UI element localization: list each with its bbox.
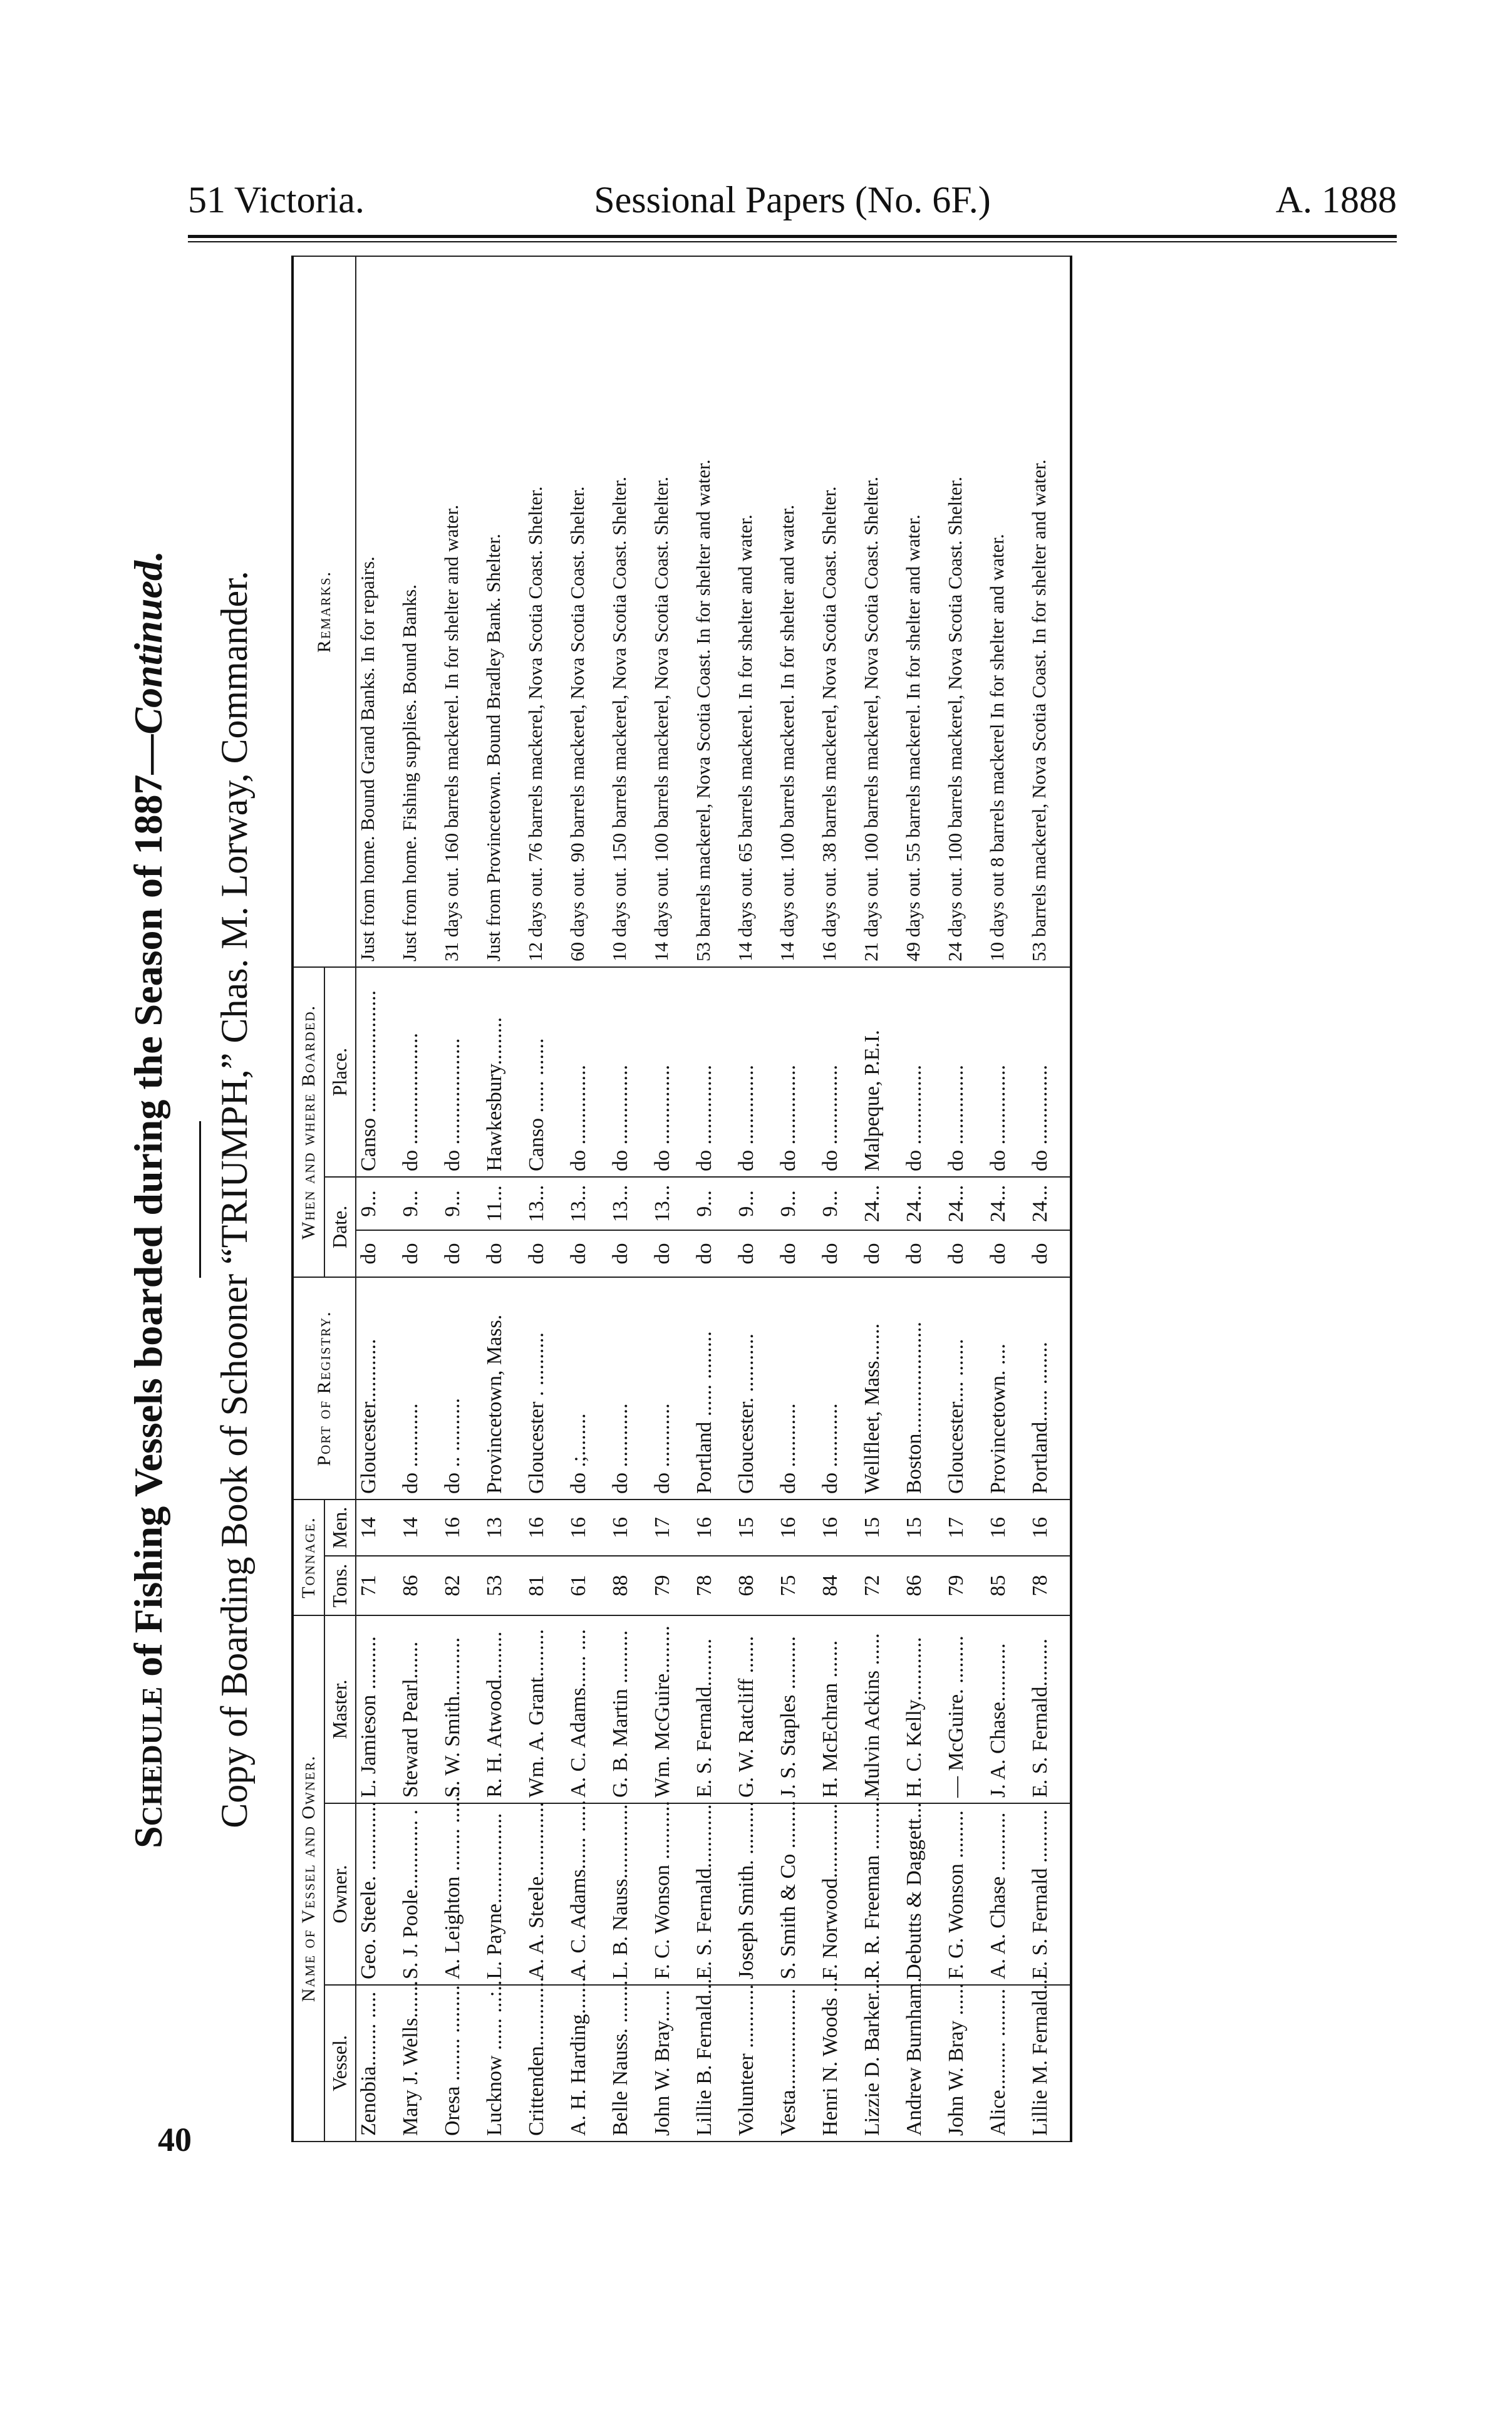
cell-master: H. McEchran .......	[818, 1615, 860, 1803]
table-row	[902, 256, 944, 2142]
cell-tons: 88	[608, 1556, 650, 1615]
cell-date-do: do	[818, 1230, 860, 1277]
cell-men: 14	[356, 1500, 398, 1556]
cell-date-do: do	[692, 1230, 734, 1277]
cell-date-day: 9...	[440, 1177, 482, 1230]
cell-owner: S. J. Poole............. .	[398, 1803, 440, 1985]
cell-port: Provincetown, Mass.	[482, 1277, 524, 1500]
cell-owner: A. A. Chase ...........	[986, 1803, 1028, 1985]
cell-date-do: do	[398, 1230, 440, 1277]
cell-port: do .. ..........	[440, 1277, 482, 1500]
cell-date-do: do	[650, 1230, 692, 1277]
cell-tons: 78	[692, 1556, 734, 1615]
cell-men: 16	[440, 1500, 482, 1556]
cell-tons: 79	[650, 1556, 692, 1615]
cell-date-do: do	[566, 1230, 608, 1277]
cell-place: do .....................	[398, 967, 440, 1177]
table-row	[398, 256, 440, 2142]
cell-remarks: 60 days out. 90 barrels mackerel, Nova Scotia Coast. Shelter.	[566, 256, 608, 967]
cell-place: do ...............	[608, 967, 650, 1177]
cell-tons: 82	[440, 1556, 482, 1615]
header-men: Men.	[324, 1500, 356, 1556]
cell-port: do .;........	[566, 1277, 608, 1500]
cell-men: 16	[776, 1500, 818, 1556]
title-divider	[199, 1121, 201, 1278]
cell-vessel: Crittenden.............	[524, 1985, 566, 2142]
cell-date-do: do	[944, 1230, 986, 1277]
header-vessel: Vessel.	[324, 1985, 356, 2142]
cell-remarks: 14 days out. 65 barrels mackerel. In for shelter and water.	[734, 256, 776, 967]
cell-owner: A. C. Adams...... ......	[566, 1803, 608, 1985]
cell-owner: A. Leighton ........ .......	[440, 1803, 482, 1985]
cell-master: Mulvin Ackins ......	[860, 1615, 902, 1803]
cell-owner: Debutts & Daggett...	[902, 1803, 944, 1985]
table-row	[524, 256, 566, 2142]
header-name-group: Name of Vessel and Owner.	[293, 1615, 324, 2142]
cell-tons: 86	[398, 1556, 440, 1615]
cell-date-day: 9...	[734, 1177, 776, 1230]
schedule-title	[125, 257, 172, 2142]
table-row	[356, 256, 398, 2142]
cell-place: do ...............	[650, 967, 692, 1177]
cell-date-do: do	[902, 1230, 944, 1277]
cell-men: 16	[1028, 1500, 1071, 1556]
cell-vessel: Zenobia........ .....	[356, 1985, 398, 2142]
table-row	[776, 256, 818, 2142]
cell-remarks: 16 days out. 38 barrels mackerel, Nova Scotia Coast. Shelter.	[818, 256, 860, 967]
cell-place: do ...............	[1028, 967, 1071, 1177]
cell-master: E. S. Fernald.........	[1028, 1615, 1071, 1803]
cell-men: 15	[902, 1500, 944, 1556]
title-lead: Schedule	[126, 1686, 170, 1848]
cell-port: Gloucester . ..........	[524, 1277, 566, 1500]
title-middle: of Fishing Vessels boarded during the Season of 1887—	[126, 734, 170, 1687]
rotated-schedule-page	[125, 257, 1372, 2142]
cell-owner: S. Smith & Co .........	[776, 1803, 818, 1985]
cell-date-day: 24...	[944, 1177, 986, 1230]
cell-date-day: 24...	[986, 1177, 1028, 1230]
cell-vessel: Alice......... .........	[986, 1985, 1028, 2142]
table-row	[608, 256, 650, 2142]
cell-vessel: Lucknow ...... ...:..	[482, 1985, 524, 2142]
table-row	[1028, 256, 1071, 2142]
cell-date-day: 9...	[818, 1177, 860, 1230]
cell-men: 14	[398, 1500, 440, 1556]
cell-place: do ...............	[692, 967, 734, 1177]
cell-men: 15	[860, 1500, 902, 1556]
table-row	[650, 256, 692, 2142]
page-number: 40	[158, 2121, 192, 2158]
cell-vessel: Lillie B. Fernald...	[692, 1985, 734, 2142]
cell-remarks: Just from home. Fishing supplies. Bound Banks.	[398, 256, 440, 967]
title-continued: Continued.	[126, 551, 170, 735]
cell-place: do ...............	[776, 967, 818, 1177]
cell-tons: 78	[1028, 1556, 1071, 1615]
cell-remarks: 49 days out. 55 barrels mackerel. In for shelter and water.	[902, 256, 944, 967]
cell-master: L. Jamieson ..........	[356, 1615, 398, 1803]
table-row	[692, 256, 734, 2142]
cell-remarks: 14 days out. 100 barrels mackerel. In for shelter and water.	[776, 256, 818, 967]
cell-men: 16	[692, 1500, 734, 1556]
cell-vessel: Lillie M. Fernald...	[1028, 1985, 1071, 2142]
cell-tons: 84	[818, 1556, 860, 1615]
cell-date-day: 9...	[692, 1177, 734, 1230]
cell-owner: F. G. Wonson .........	[944, 1803, 986, 1985]
cell-men: 16	[524, 1500, 566, 1556]
cell-place: do ....................	[440, 967, 482, 1177]
cell-date-day: 13...	[566, 1177, 608, 1230]
cell-place: do ...............	[986, 967, 1028, 1177]
cell-date-day: 13...	[608, 1177, 650, 1230]
table-row	[860, 256, 902, 2142]
cell-owner: Geo. Steele. .............	[356, 1803, 398, 1985]
cell-date-do: do	[608, 1230, 650, 1277]
cell-master: G. W. Ratcliff .......	[734, 1615, 776, 1803]
cell-master: S. W. Smith...........	[440, 1615, 482, 1803]
cell-port: Wellfleet, Mass.......	[860, 1277, 902, 1500]
schedule-body	[356, 256, 1071, 2142]
cell-date-day: 24...	[902, 1177, 944, 1230]
running-head-right: A. 1888	[1275, 179, 1397, 220]
cell-port: do ............	[776, 1277, 818, 1500]
cell-owner: Joseph Smith. ..........	[734, 1803, 776, 1985]
running-head-center: Sessional Papers (No. 6F.)	[594, 179, 991, 220]
cell-port: do ............	[608, 1277, 650, 1500]
cell-port: Gloucester.... .......	[944, 1277, 986, 1500]
cell-place: Malpeque, P.E.I.	[860, 967, 902, 1177]
cell-date-do: do	[986, 1230, 1028, 1277]
header-tons: Tons.	[324, 1556, 356, 1615]
header-remarks: Remarks.	[293, 256, 356, 967]
cell-place: do ...............	[818, 967, 860, 1177]
table-row	[986, 256, 1028, 2142]
cell-vessel: Oresa ........ .........	[440, 1985, 482, 2142]
cell-date-do: do	[734, 1230, 776, 1277]
cell-master: — McGuire. .........	[944, 1615, 986, 1803]
cell-place: do ...............	[566, 967, 608, 1177]
cell-place: Canso .......................	[356, 967, 398, 1177]
cell-port: do ............	[818, 1277, 860, 1500]
schedule-table	[291, 256, 1072, 2142]
cell-tons: 86	[902, 1556, 944, 1615]
cell-remarks: 10 days out 8 barrels mackerel In for shelter and water.	[986, 256, 1028, 967]
cell-date-do: do	[860, 1230, 902, 1277]
cell-master: Wm. A. Grant.........	[524, 1615, 566, 1803]
cell-place: do ...............	[944, 967, 986, 1177]
header-place: Place.	[324, 967, 356, 1177]
cell-men: 16	[566, 1500, 608, 1556]
cell-vessel: Belle Nauss. ........	[608, 1985, 650, 2142]
cell-port: Gloucester. ...........	[734, 1277, 776, 1500]
cell-vessel: Volunteer ............	[734, 1985, 776, 2142]
cell-master: A. C. Adams...... ....	[566, 1615, 608, 1803]
cell-place: Hawkesbury.........	[482, 967, 524, 1177]
header-master: Master.	[324, 1615, 356, 1803]
cell-remarks: 14 days out. 100 barrels mackerel, Nova Scotia Coast. Shelter.	[650, 256, 692, 967]
cell-date-day: 9...	[776, 1177, 818, 1230]
cell-date-day: 9...	[356, 1177, 398, 1230]
cell-remarks: 53 barrels mackerel, Nova Scotia Coast. In for shelter and water.	[1028, 256, 1071, 967]
cell-vessel: Vesta...................	[776, 1985, 818, 2142]
table-row	[482, 256, 524, 2142]
cell-master: G. B. Martin ..........	[608, 1615, 650, 1803]
cell-master: Wm. McGuire.........	[650, 1615, 692, 1803]
cell-date-day: 9...	[398, 1177, 440, 1230]
cell-port: Boston.....................	[902, 1277, 944, 1500]
cell-date-do: do	[356, 1230, 398, 1277]
cell-date-do: do	[440, 1230, 482, 1277]
cell-master: J. A. Chase...........	[986, 1615, 1028, 1803]
cell-remarks: 12 days out. 76 barrels mackerel, Nova Scotia Coast. Shelter.	[524, 256, 566, 967]
cell-date-do: do	[1028, 1230, 1071, 1277]
cell-owner: E. S. Fernald............	[692, 1803, 734, 1985]
cell-vessel: Andrew Burnham.	[902, 1985, 944, 2142]
cell-master: Steward Pearl.......	[398, 1615, 440, 1803]
cell-port: Gloucester............	[356, 1277, 398, 1500]
cell-date-day: 13...	[524, 1177, 566, 1230]
cell-tons: 53	[482, 1556, 524, 1615]
header-tonnage-group: Tonnage.	[293, 1500, 324, 1615]
cell-men: 17	[650, 1500, 692, 1556]
header-owner: Owner.	[324, 1803, 356, 1985]
table-row	[818, 256, 860, 2142]
table-row	[440, 256, 482, 2142]
cell-vessel: John W. Bray......	[650, 1985, 692, 2142]
header-port: Port of Registry.	[293, 1277, 356, 1500]
cell-owner: F. C. Wonson ...........	[650, 1803, 692, 1985]
cell-master: E. S. Fernald.........	[692, 1615, 734, 1803]
cell-place: Canso ...... .......	[524, 967, 566, 1177]
cell-tons: 75	[776, 1556, 818, 1615]
cell-date-day: 24...	[860, 1177, 902, 1230]
header-date: Date.	[324, 1177, 356, 1277]
cell-tons: 68	[734, 1556, 776, 1615]
cell-men: 13	[482, 1500, 524, 1556]
cell-port: Provincetown. ....	[986, 1277, 1028, 1500]
cell-men: 16	[986, 1500, 1028, 1556]
cell-men: 17	[944, 1500, 986, 1556]
schedule-subtitle: Copy of Boarding Book of Schooner “TRIUMPH,” Chas. M. Lorway, Commander.	[214, 571, 255, 1828]
cell-owner: F. Norwood..............	[818, 1803, 860, 1985]
cell-owner: L. Payne.................	[482, 1803, 524, 1985]
cell-tons: 72	[860, 1556, 902, 1615]
cell-port: do ............	[650, 1277, 692, 1500]
cell-remarks: 53 barrels mackerel, Nova Scotia Coast. In for shelter and water.	[692, 256, 734, 967]
cell-owner: L. B. Nauss..............	[608, 1803, 650, 1985]
cell-remarks: Just from Provincetown. Bound Bradley Bank. Shelter.	[482, 256, 524, 967]
cell-date-day: 11...	[482, 1177, 524, 1230]
cell-date-day: 13...	[650, 1177, 692, 1230]
cell-tons: 85	[986, 1556, 1028, 1615]
cell-vessel: A. H. Harding.......	[566, 1985, 608, 2142]
cell-remarks: 31 days out. 160 barrels mackerel. In for shelter and water.	[440, 256, 482, 967]
header-rule	[188, 235, 1397, 238]
table-row	[566, 256, 608, 2142]
cell-remarks: 10 days out. 150 barrels mackerel, Nova Scotia Coast. Shelter.	[608, 256, 650, 967]
cell-master: H. C. Kelly............	[902, 1615, 944, 1803]
header-rule-thin	[188, 241, 1397, 242]
cell-tons: 61	[566, 1556, 608, 1615]
cell-vessel: John W. Bray ......	[944, 1985, 986, 2142]
cell-master: R. H. Atwood.........	[482, 1615, 524, 1803]
cell-owner: R. R. Freeman ..........	[860, 1803, 902, 1985]
running-head	[188, 179, 1397, 229]
cell-place: do ...............	[902, 967, 944, 1177]
cell-owner: E. S. Fernald ..........	[1028, 1803, 1071, 1985]
cell-date-do: do	[482, 1230, 524, 1277]
cell-port: do ............	[398, 1277, 440, 1500]
running-head-left: 51 Victoria.	[188, 179, 365, 220]
header-when-where-group: When and where Boarded.	[293, 967, 324, 1277]
table-row	[734, 256, 776, 2142]
table-row	[944, 256, 986, 2142]
cell-port: Portland ...... .........	[692, 1277, 734, 1500]
cell-men: 16	[818, 1500, 860, 1556]
cell-tons: 71	[356, 1556, 398, 1615]
cell-vessel: Lizzie D. Barker...	[860, 1985, 902, 2142]
cell-men: 16	[608, 1500, 650, 1556]
cell-owner: A. A. Steele..............	[524, 1803, 566, 1985]
cell-men: 15	[734, 1500, 776, 1556]
cell-vessel: Henri N. Woods ...	[818, 1985, 860, 2142]
cell-tons: 79	[944, 1556, 986, 1615]
cell-vessel: Mary J. Wells.......	[398, 1985, 440, 2142]
cell-tons: 81	[524, 1556, 566, 1615]
cell-remarks: 21 days out. 100 barrels mackerel, Nova Scotia Coast. Shelter.	[860, 256, 902, 967]
cell-date-do: do	[524, 1230, 566, 1277]
cell-port: Portland...... ........	[1028, 1277, 1071, 1500]
cell-remarks: Just from home. Bound Grand Banks. In for repairs.	[356, 256, 398, 967]
cell-date-day: 24...	[1028, 1177, 1071, 1230]
header-group-row	[293, 256, 324, 2142]
cell-place: do ...............	[734, 967, 776, 1177]
cell-remarks: 24 days out. 100 barrels mackerel, Nova Scotia Coast. Shelter.	[944, 256, 986, 967]
cell-master: J. S. Staples ..........	[776, 1615, 818, 1803]
cell-date-do: do	[776, 1230, 818, 1277]
